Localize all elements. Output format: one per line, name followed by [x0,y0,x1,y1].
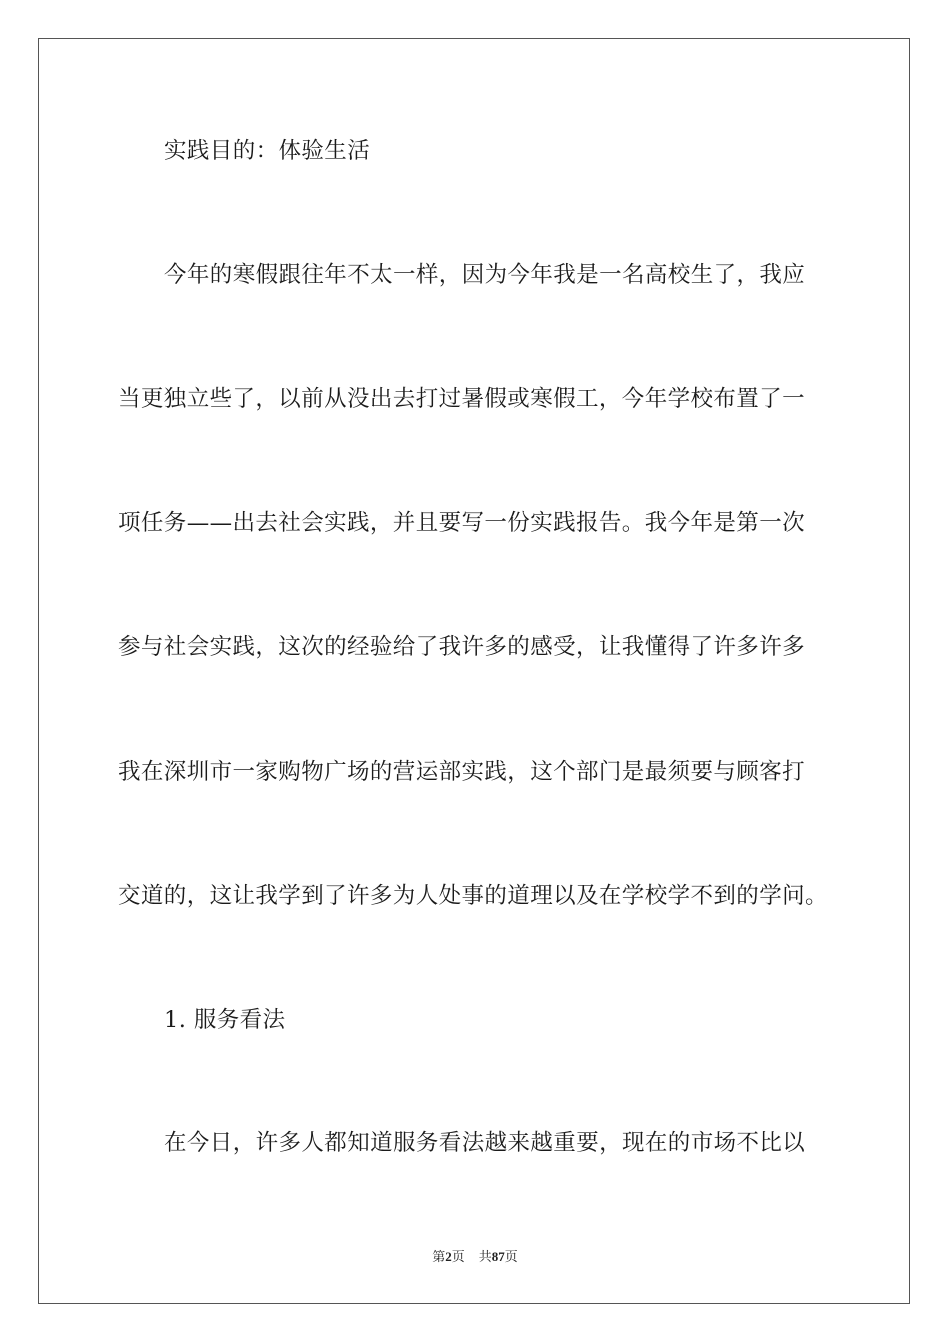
total-pages: 87 [491,1249,505,1264]
text-line-1: 实践目的：体验生活 [164,138,371,164]
text-line-2: 今年的寒假跟往年不太一样，因为今年我是一名高校生了，我应 [164,262,806,288]
page-suffix: 页 [451,1249,465,1264]
text-line-4: 项任务——出去社会实践，并且要写一份实践报告。我今年是第一次 [118,510,806,536]
text-line-9: 在今日，许多人都知道服务看法越来越重要，现在的市场不比以 [164,1130,806,1156]
text-line-5: 参与社会实践，这次的经验给了我许多的感受，让我懂得了许多许多 [118,634,806,660]
total-suffix: 页 [504,1249,518,1264]
text-line-7: 交道的，这让我学到了许多为人处事的道理以及在学校学不到的学问。 [118,883,828,909]
section-heading: 1. 服务看法 [164,1007,286,1033]
page-number: 2 [445,1249,452,1264]
total-prefix: 共 [478,1249,492,1264]
page-border [38,38,910,1304]
text-line-6: 我在深圳市一家购物广场的营运部实践，这个部门是最须要与顾客打 [118,759,806,785]
page-footer [0,1248,950,1266]
page-prefix: 第 [432,1249,446,1264]
text-line-3: 当更独立些了，以前从没出去打过暑假或寒假工，今年学校布置了一 [118,386,806,412]
